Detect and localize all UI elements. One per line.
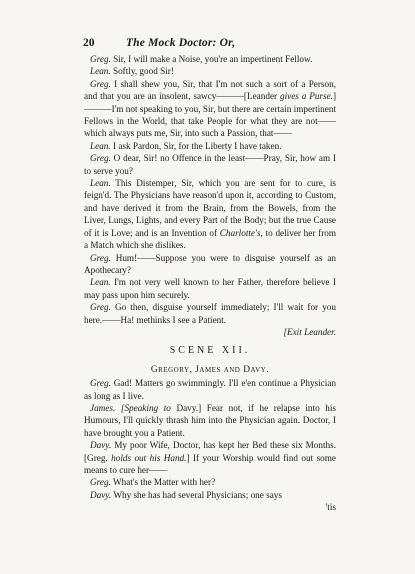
scene-characters: Gregory, James and Davy. — [150, 364, 270, 375]
speaker-name: Lean. — [90, 277, 111, 288]
speaker-name: Greg. — [90, 302, 111, 313]
dialogue-line — [84, 377, 336, 402]
speaker-name: Greg. — [90, 252, 111, 263]
dialogue-line — [84, 276, 336, 301]
speaker-name: Greg. — [90, 477, 111, 488]
stage-direction: holds out his Hand. — [111, 452, 187, 463]
speech-text: I shall shew you, Sir, that I'm not such a sort of a Person, and that you are an insolent, sawcy———[Leander — [84, 78, 336, 102]
speech-text: I ask Pardon, Sir, for the Liberty I have taken. — [110, 140, 282, 151]
dialogue-line — [84, 78, 336, 140]
dialogue-line — [84, 252, 336, 277]
speaker-name: Lean. — [90, 140, 111, 151]
speech-text: Why she has had several Physicians; one says — [111, 489, 282, 500]
speaker-name: Davy. — [90, 440, 112, 451]
dialogue-line — [84, 65, 336, 77]
speaker-name: James. — [90, 402, 116, 413]
speaker-name: Greg. — [90, 54, 111, 64]
speaker-name: Greg. — [90, 153, 111, 164]
speaker-name: Greg. — [90, 378, 111, 389]
dialogue-line — [84, 402, 336, 439]
page-body — [84, 53, 336, 514]
speaker-name: Lean. — [90, 178, 111, 189]
speaker-name: Lean. — [90, 66, 111, 77]
speech-text-cont: ]———I'm not speaking to you, Sir, but there are certain impertinent Fellows in the World, that take People for what they are not——which always puts me, Sir, into such a Passion, that—— — [84, 91, 337, 139]
speech-text: Softly, good Sir! — [110, 66, 174, 77]
speech-text: This Distemper, Sir, which you are sent for to cure, is feign'd. The Physicians have reason'd upon it, according to Custom, and have derived it from the Brain, from the Bowels, from the Liver, Lungs, Lights, and every Part of the Body; but the true Cause of it is Love; and is an Invention of — [84, 178, 336, 238]
speech-text: My poor Wife, Doctor, has kept her Bed these six Months. [Greg. — [84, 440, 336, 463]
stage-direction: [Speaking to — [120, 402, 171, 413]
stage-direction: gives a Purse. — [279, 91, 333, 102]
dialogue-line — [84, 53, 336, 65]
speech-text: Gad! Matters go swimmingly. I'll e'en continue a Physician as long as I live. — [84, 378, 336, 401]
speaker-name: Davy. — [90, 489, 112, 500]
dialogue-block-2 — [84, 377, 336, 501]
dialogue-line — [84, 301, 336, 326]
speech-text: Hum!——Suppose you were to disguise yourself as an Apothecary? — [84, 252, 336, 275]
dialogue-line — [84, 140, 336, 152]
dialogue-block-1 — [84, 53, 336, 326]
speech-text: Sir, I will make a Noise, you're an impertinent Fellow. — [110, 54, 313, 64]
speech-text: Go then, disguise yourself immediately; I'll wait for you here.——Ha! methinks I see a Patient. — [84, 302, 336, 325]
dialogue-line — [84, 476, 336, 488]
stage-direction: Charlotte's — [219, 227, 261, 238]
page-number: 20 — [83, 37, 95, 49]
dialogue-line — [84, 439, 336, 476]
dialogue-line — [84, 177, 336, 251]
scene-heading: SCENE XII. — [169, 345, 251, 357]
speaker-name: Greg. — [90, 78, 111, 89]
dialogue-line — [84, 152, 336, 177]
speech-text: O dear, Sir! no Offence in the least——Pray, Sir, how am I to serve you? — [84, 153, 336, 176]
page-header — [83, 36, 338, 50]
speech-text-cont: , to deliver her from a Match which she dislikes. — [84, 227, 336, 251]
exit-direction: [Exit Leander. — [283, 326, 336, 337]
speech-text: What's the Matter with her? — [110, 477, 216, 488]
speech-text: I'm not very well known to her Father, therefore believe I may pass upon him securely. — [84, 277, 336, 300]
catchword: 'tis — [325, 502, 336, 513]
running-title: The Mock Doctor: Or, — [125, 37, 236, 49]
speech-text-cont: ] If your Worship would find out some means to cure her—— — [84, 452, 336, 475]
dialogue-line — [84, 489, 336, 501]
speech-text-cont: Davy.] Fear not, if he relapse into his Humours, I'll quickly thrash him into the Physician again. Doctor, I have brought you a Patient. — [84, 402, 336, 438]
